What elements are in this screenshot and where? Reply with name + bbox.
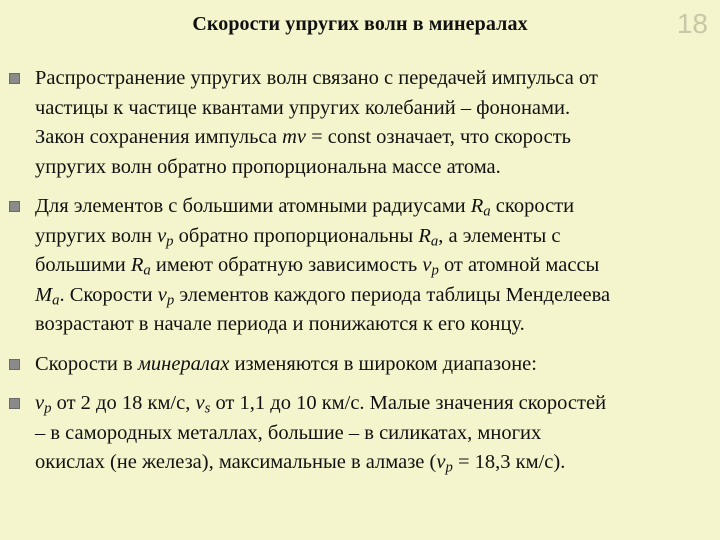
text-line: Закон сохранения импульса mv = const означает, что скорость (35, 126, 572, 148)
slide-title: Скорости упругих волн в минералах (192, 13, 528, 35)
square-bullet-icon (9, 359, 20, 370)
list-item (8, 64, 714, 182)
text-line: большими $R_a$ имеют обратную зависимость $v_p$ от атомной массы (35, 254, 600, 279)
list-item (8, 192, 714, 340)
square-bullet-icon (9, 73, 20, 84)
text-line: окислах (не железа), максимальные в алмазе ($v_p = 18,3$ км/с). (35, 451, 566, 476)
page-number: 18 (676, 8, 708, 39)
text-line: – в самородных металлах, большие – в силикатах, многих (35, 421, 542, 444)
text-line: $M_a$. Скорости $v_p$ элементов каждого периода таблицы Менделеева (35, 283, 611, 309)
text-line: $v_p$ от 2 до 18 км/с, $v_s$ от 1,1 до 10 км/с. Малые значения скоростей (35, 392, 607, 417)
list-item (8, 389, 714, 478)
text-line: возрастают в начале периода и понижаются к его концу. (35, 313, 525, 335)
bullet-list (8, 64, 714, 488)
list-item (8, 350, 714, 380)
text-line: Скорости в минералах изменяются в широком диапазоне: (35, 352, 537, 375)
square-bullet-icon (9, 201, 20, 212)
text-line: Для элементов с большими атомными радиусами $R_a$ скорости (35, 195, 575, 220)
text-line: Распространение упругих волн связано с передачей импульса от (35, 67, 598, 89)
text-line: упругих волн обратно пропорциональна массе атома. (35, 155, 501, 178)
text-line: частицы к частице квантами упругих колебаний – фононами. (35, 96, 571, 119)
square-bullet-icon (9, 398, 20, 409)
text-line: упругих волн $v_p$ обратно пропорциональны $R_a$, а элементы с (35, 224, 561, 250)
